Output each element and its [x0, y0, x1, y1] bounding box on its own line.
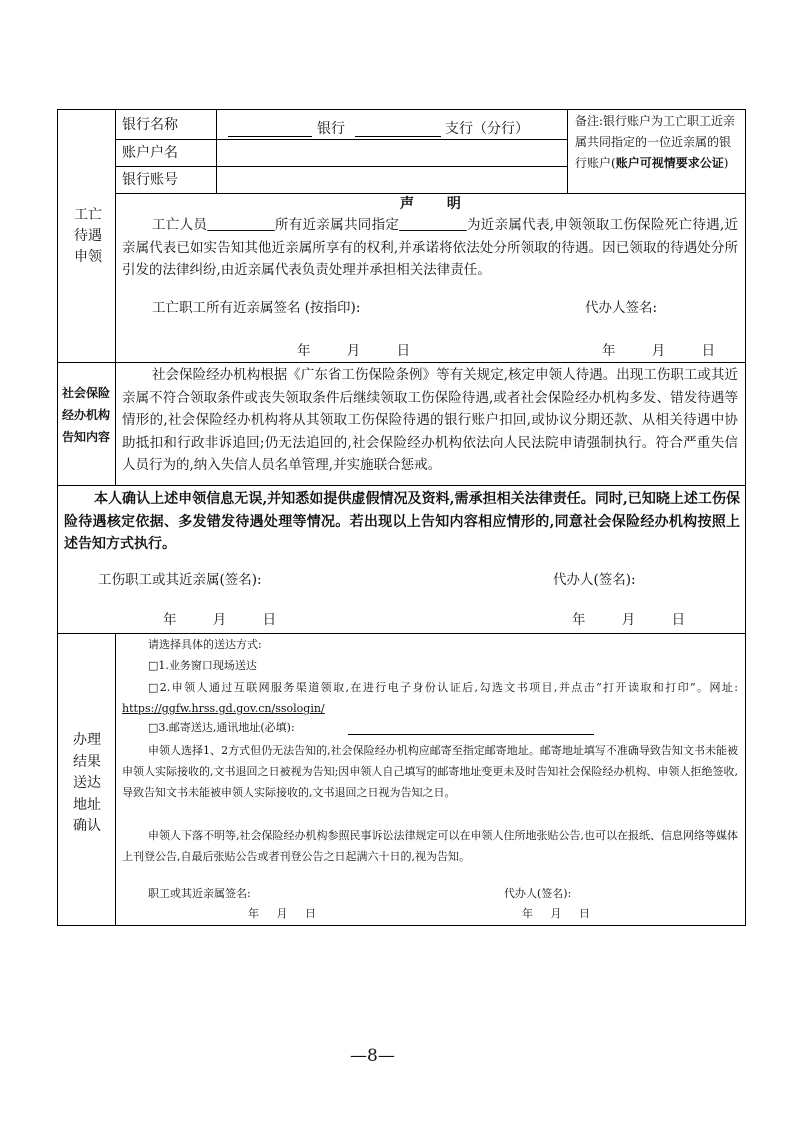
bank-name-tail: 支行（分行） [445, 121, 529, 137]
confirm-date-right: 年 月 日 [572, 612, 686, 628]
confirm-sign-left: 工伤职工或其近亲属(签名): [98, 572, 262, 588]
declaration-title: 声 明 [400, 196, 475, 212]
confirm-sign-right: 代办人(签名): [553, 572, 636, 588]
delivery-sign-left: 职工或其近亲属签名: [148, 887, 251, 900]
delivery-url-link[interactable]: https://ggfw.hrss.gd.gov.cn/ssologin/ [122, 702, 325, 715]
bank-row-label-holder: 账户户名 [122, 145, 178, 161]
delivery-intro: 请选择具体的送达方式: [148, 638, 262, 651]
delivery-sign-right: 代办人(签名): [504, 887, 572, 900]
delivery-date-right: 年 月 日 [522, 907, 590, 920]
notice-text: 社会保险经办机构根据《广东省工伤保险条例》等有关规定,核定申领人待遇。出现工伤职工或其近亲属不符合领取条件或丧失领取条件后继续领取工伤保险待遇,或者社会保险经办机构多发、错发待遇等情形的,社会保险经办机构将从其领取工伤保险待遇的银行账户扣回,或协议分期还款、从相关待遇中协助抵扣和行政非诉追回;仍无法追回的,社会保险经办机构依法向人民法院申请强制执行。符合严重失信人员行为的,纳入失信人员名单管理,并实施联合惩戒。 [122, 367, 738, 473]
section-label-delivery: 办理结果送达地址确认 [73, 732, 101, 834]
table-border-bottom [57, 925, 746, 926]
address-blank-line[interactable] [348, 734, 594, 735]
table-border-top [57, 109, 746, 110]
bank-name-mid: 银行 [317, 121, 345, 137]
bank-row-label-account: 银行账号 [122, 172, 178, 188]
delivery-paragraph-2: 申领人下落不明等,社会保险经办机构参照民事诉讼法律规定可以在申领人住所地张贴公告,也可以在报纸、信息网络等媒体上刊登公告,自最后张贴公告或者刊登公告之日起满六十日的,视为告知。 [122, 829, 738, 863]
death-date-left: 年 月 日 [297, 343, 411, 359]
death-date-right: 年 月 日 [602, 343, 716, 359]
death-sign-left: 工亡职工所有近亲属签名 (按指印): [152, 300, 361, 316]
bank-note: 备注:银行账户为工亡职工近亲属共同指定的一位近亲属的银行账户(账户可视情要求公证) [575, 114, 736, 170]
delivery-option-1[interactable]: □1.业务窗口现场送达 [148, 659, 257, 672]
delivery-paragraph-1: 申领人选择1、2方式但仍无法告知的,社会保险经办机构应邮寄至指定邮寄地址。邮寄地址填写不准确导致告知文书未能被申领人实际接收的,文书退回之日被视为告知;因申领人自己填写的邮寄地址变更未及时告知社会保险经办机构、申领人拒绝签收,导致告知文书未能被申领人实际接收的,文书退回之日视为告知之日。 [122, 744, 738, 799]
confirm-date-left: 年 月 日 [163, 612, 277, 628]
table-border-right [745, 109, 746, 926]
table-border-left [57, 109, 58, 926]
confirm-text: 本人确认上述申领信息无误,并知悉如提供虚假情况及资料,需承担相关法律责任。同时,已知晓上述工伤保险待遇核定依据、多发错发待遇处理等情况。若出现以上告知内容相应情形的,同意社会保险经办机构按照上述告知方式执行。 [64, 491, 740, 552]
page-number: —8— [350, 1046, 395, 1066]
bank-name-blank-2[interactable] [355, 136, 441, 137]
declaration-text: 工亡人员 所有近亲属共同指定 为近亲属代表,申领领取工伤保险死亡待遇,近亲属代表已如实告知其他近亲属所享有的权利,并承诺将依法处分所领取的待遇。因已领取的待遇处分所引发的法律纠纷,由近亲属代表负责处理并承担相关法律责任。 [122, 217, 739, 278]
section-label-notice: 社会保险经办机构告知内容 [62, 386, 111, 444]
delivery-date-left: 年 月 日 [248, 907, 316, 920]
delivery-option-2[interactable]: □2.申领人通过互联网服务渠道领取,在进行电子身份认证后,勾选文书项目,并点击“打开读取和打印”。网址: https://ggfw.hrss.gd.gov.cn/ssologin/ [122, 681, 738, 715]
delivery-option-3[interactable]: □3.邮寄送达,通讯地址(必填): [148, 721, 295, 734]
bank-row-label-name: 银行名称 [122, 117, 178, 133]
death-sign-right: 代办人签名: [585, 300, 658, 316]
section-label-death-benefit: 工亡待遇申领 [74, 207, 102, 265]
bank-name-blank-1[interactable] [228, 136, 312, 137]
